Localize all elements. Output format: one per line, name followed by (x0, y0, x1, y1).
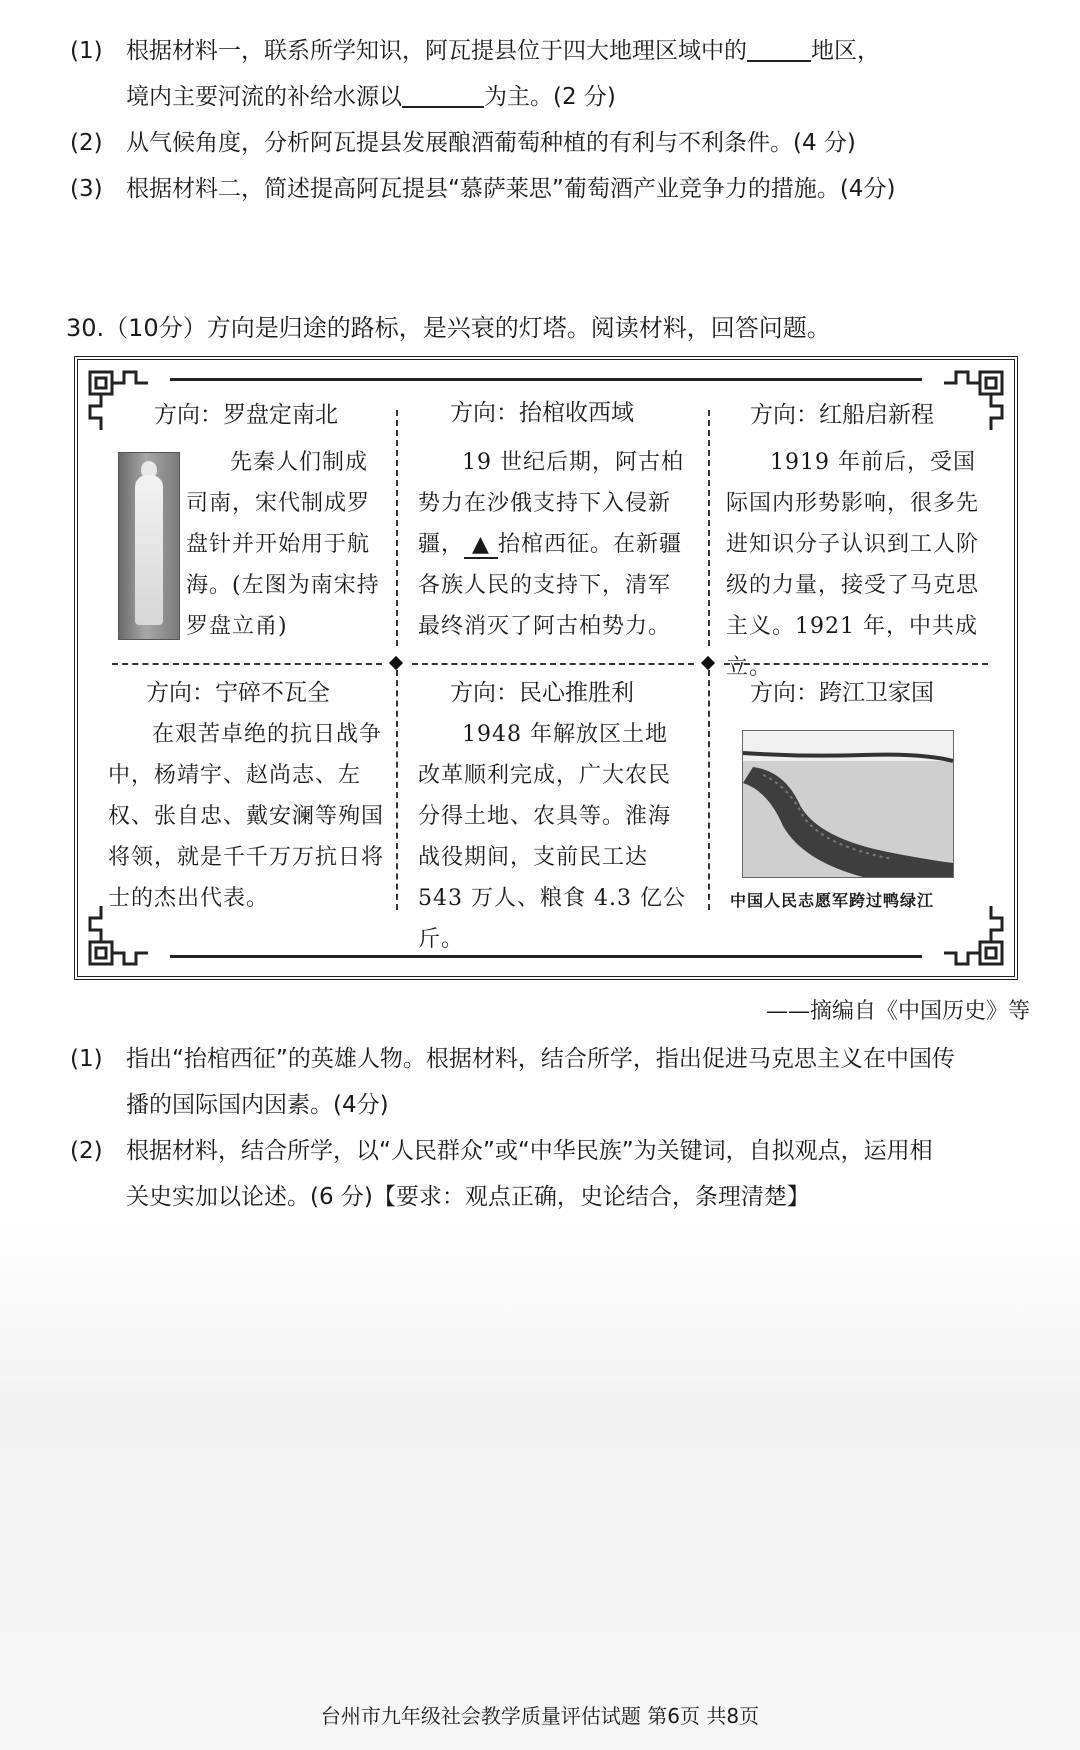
q29-part3 (70, 166, 1030, 212)
column-divider (708, 410, 710, 646)
q29-1-text-a: 根据材料一，联系所学知识，阿瓦提县位于四大地理区域中的 (126, 38, 747, 64)
q30-1-text-cont: 播的国际国内因素。(4分) (126, 1092, 389, 1118)
q30-part1 (70, 1036, 1030, 1128)
q29-1-text-c: 境内主要河流的补给水源以 (126, 84, 402, 110)
divider-diamond-icon (701, 656, 715, 670)
answer-blank[interactable] (402, 82, 484, 108)
cell-heading: 方向：红船启新程 (750, 402, 934, 428)
cell-heading: 方向：宁碎不瓦全 (146, 680, 330, 706)
source-citation: ——摘编自《中国历史》等 (765, 999, 1030, 1024)
fret-corner-icon (928, 366, 1008, 446)
answer-blank[interactable] (747, 36, 811, 62)
column-divider (708, 670, 710, 910)
cell-text: 19 世纪后期，阿古柏势力在沙俄支持下入侵新疆， ▲ 抬棺西征。在新疆各族人民的支持下，清军最终消灭了阿古柏势力。 (418, 450, 684, 639)
q29-3-number: (3) (70, 176, 103, 202)
column-divider (396, 410, 398, 646)
image-caption: 中国人民志愿军跨过鸭绿江 (730, 891, 935, 910)
fret-corner-icon (84, 366, 164, 446)
compass-figurine-image (118, 452, 180, 640)
cell-text: 在艰苦卓绝的抗日战争中，杨靖宇、赵尚志、左权、张自忠、戴安澜等殉国将领，就是千千万万抗日将士的杰出代表。 (108, 722, 385, 911)
blank-mark-icon: ▲ (464, 533, 498, 559)
row-divider (112, 663, 382, 665)
q30-title: 30.（10分）方向是归途的路标，是兴衰的灯塔。阅读材料，回答问题。 (66, 314, 831, 342)
cell-text: 1919 年前后，受国际国内形势影响，很多先进知识分子认识到工人阶级的力量，接受了马克思主义。1921 年，中共成立。 (726, 450, 980, 680)
river-crossing-image (742, 730, 954, 878)
q30-1-number: (1) (70, 1046, 103, 1072)
q30-2-text: 根据材料，结合所学，以“人民群众”或“中华民族”为关键词，自拟观点，运用相 (126, 1138, 933, 1164)
q29-3-text: 根据材料二，简述提高阿瓦提县“慕萨莱思”葡萄酒产业竞争力的措施。(4分) (126, 176, 896, 202)
q29-1-number: (1) (70, 38, 103, 64)
q30-1-text: 指出“抬棺西征”的英雄人物。根据材料，结合所学，指出促进马克思主义在中国传 (126, 1046, 955, 1072)
q29-part1 (70, 28, 1030, 120)
q29-2-number: (2) (70, 130, 103, 156)
material-box (74, 356, 1018, 980)
q29-1-text-d: 为主。(2 分) (484, 84, 616, 110)
q30-2-number: (2) (70, 1138, 103, 1164)
row-divider (412, 663, 694, 665)
cell-heading: 方向：跨江卫家国 (750, 680, 934, 706)
cell-text: 先秦人们制成司南，宋代制成罗盘针并开始用于航海。(左图为南宋持罗盘立甬) (186, 450, 380, 639)
q29-part2 (70, 120, 1030, 166)
cell-text: 1948 年解放区土地改革顺利完成，广大农民分得土地、农具等。淮海战役期间，支前民工达 543 万人、粮食 4.3 亿公斤。 (418, 722, 686, 952)
cell-heading: 方向：抬棺收西域 (450, 400, 634, 426)
cell-heading: 方向：罗盘定南北 (154, 402, 338, 428)
column-divider (396, 670, 398, 910)
q30-part2 (70, 1128, 1030, 1220)
q29-2-text: 从气候角度，分析阿瓦提县发展酿酒葡萄种植的有利与不利条件。(4 分) (126, 130, 856, 156)
page-footer: 台州市九年级社会教学质量评估试题 第6页 共8页 (320, 1704, 760, 1728)
divider-diamond-icon (389, 656, 403, 670)
q29-1-text-b: 地区， (811, 38, 880, 64)
q30-2-text-cont: 关史实加以论述。(6 分)【要求：观点正确，史论结合，条理清楚】 (126, 1184, 810, 1210)
cell-heading: 方向：民心推胜利 (450, 680, 634, 706)
